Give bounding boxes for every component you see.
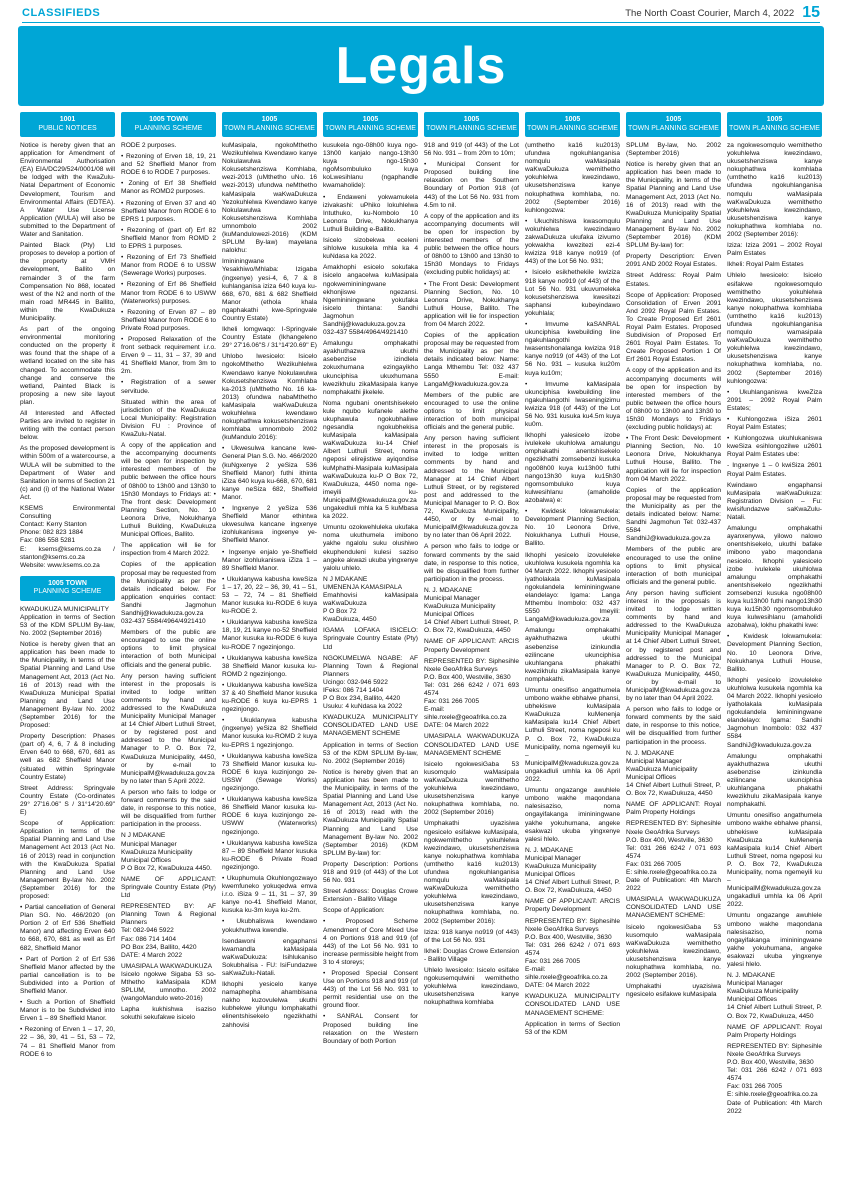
notice-paragraph: • Imvume kaMasipala ukunciphisa kwebuilding line ngakuhlangothi lwaseningizimu kwiziza 918 (of 443) of the Lot 56 No. 931 kusuka ku4.5m kuya ku0m.: [525, 380, 620, 429]
notice-paragraph: • Partial cancellation of General Plan SG. No. 466/2020 (on Portion 2 of Erf 536 Sheffield Manor) and affecting Erven 640 to 668, 670, 681 as well as Erf 682, Sheffield Manor: [20, 904, 115, 952]
notice-paragraph: • Ukuklanywa kabusha kweSiza 37 & 40 Sheffield Manor kusuka ku-RODE 6 kuya ku-EPRS 1 ngezinjongo.: [222, 681, 317, 714]
notice-paragraph: Notice is hereby given that an application has been made to the Municipality, in terms of the Spatial Planning and Land Use Management Act, 2013 (Act No. 16 of 2013) read with the KwaDukuza Municipality Spatial Planning and Land Use Management By-law No. 2002 (September 2016) (KDM SPLUM By-law) for:: [323, 768, 418, 857]
notice-paragraph: KWADUKUZA MUNICIPALITY CONSOLIDATED LAND USE MANAGEMENT SCHEME:: [525, 993, 620, 1017]
notice-column: [222, 112, 317, 1183]
notice-paragraph: kuMasipala, ngokoMthetho Wezikuhlelwa Kwendawo kanye Nokulawulwa Kokusetshenziswa Komhlaba, wezi-2013 (uMthetho uNo. 16 wezi-2013) ufundwa neMthetho kaMasipala waKwaDukuza Yezokuhlelwa Kwendawo kanye Nokulawulwa Kokusetshenziswa Komhlaba umnombolo 2002 (kuMandulowezi-2016) (KDM SPLUM By-law) mayelana nalokhu:: [222, 142, 317, 255]
notice-paragraph: • Kwidesk lokwamukela: Development Planning Section, No. 10 Leonora Drive, Nokukhanya Luthuli House, Ballito.: [525, 508, 620, 548]
notice-paragraph: UMASIPALA WAKWADUKUZA CONSOLIDATED LAND USE MANAGEMENT SCHEME: [424, 733, 519, 757]
notice-paragraph: • Zoning of Erf 38 Sheffield Manor as ROMD2 purposes.: [121, 180, 216, 196]
notice-paragraph: Isicelo sizobekwa eceleni sihlolwe kusukela mhla ka 4 kuNdasa ka 2022.: [323, 237, 418, 261]
page-number: 15: [802, 4, 820, 21]
notice-paragraph: Ikhophi yesicelo izovuleleke ukuhlolwa kusukela ngomhla ka 04 March 2022. Ikhophi yesicelo iyatholakala kuMasipala ngokulandela lemininingwane elandelayo: Igama: Sandhi Jagmohun Inombolo: 032 437 5584 SandhiJ@kwadukuza.gov.za: [727, 676, 822, 749]
notice-paragraph: IGAMA LOFAKA ISICELO: Springvale Country Estate (Pty) Ltd: [323, 627, 418, 651]
heading-subtitle: PUBLIC NOTICES: [38, 124, 97, 132]
notice-paragraph: KWADUKUZA MUNICIPALITY CONSOLIDATED LAND USE MANAGEMENT SCHEME: [323, 714, 418, 738]
notice-paragraph: Any person having sufficient interest in the proposals is invited to lodge written comments by hand and addressed to the Municipal Manager at 14 Chief Albert Luthuli Street, or by registered post and addressed to the Municipal Manager to P. O. Box 72, KwaDukuza Municipality, 4450, or by e-mail to MunicipalM@kwadukuza.gov.za by no later than 06 April 2022.: [424, 435, 519, 540]
heading-subtitle: TOWN PLANNING SCHEME: [224, 124, 315, 132]
notice-paragraph: Copies of the application proposal may be requested from the Municipality as per the details indicated below: Name: Sandhi Jagmohun Tel: 032-437 5584 SandhiJ@kwadukuza.gov.za: [626, 486, 721, 543]
notice-paragraph: • Ukwesulwa kancane kwe-General Plan S.G. No. 466/2020 (kuNgxenye 2 yeSiza 536 Sheffield Manor) futhi ithinta iZiza 640 kuya ku-668, 670, 681 kanye neSiza 682, Sheffield Manor.: [222, 445, 317, 501]
notice-paragraph: Isicelo ngokwesiGaba 53 kusomqulo waMasipala waKwaDukuza wemithetho yokuhlelwa kwezindawo, ukusetshenziswa kanye nokuphathwa komhlaba, no. 2002 (September 2016).: [626, 923, 721, 980]
notice-paragraph: • Ukuklanywa kabusha kweSiza 73 Sheffield Manor kusuka ku-RODE 6 kuya kuzinjongo ze-USSW (Sewage Works) ngezinjongo.: [222, 752, 317, 793]
page-header: [22, 4, 820, 23]
notice-paragraph: Umuntu ongazange awuhlele umbono wakhe maqondana nalesisaziso, noma ongayifakanga imininingwane yakhe yokuhumana, angeke esakwazi ukuba yingxenye yalesi hlelo.: [727, 912, 822, 968]
notice-paragraph: • Rezoning of Erven 87 – 89 Sheffield Manor from RODE 6 to Private Road purposes.: [121, 308, 216, 332]
publication-info: [625, 4, 820, 22]
notice-paragraph: • Ukuhlanganiswa kweZiza 2091 – 2092 Royal Palm Estates;: [727, 388, 822, 412]
notice-paragraph: REPRESENTED BY: Siphesihle Nxele GeoAfrika Surveys P.O. Box 400, Westville, 3630 Tel: 031 266 6242 / 071 693 4574 Fax: 031 266 7005 E: sihle.nxele@geoafrika.co.za Date of Publication: 4th March 2022: [626, 820, 721, 893]
heading-category: 1005: [564, 116, 581, 123]
notice-paragraph: Street Address: Douglas Crowe Extension - Ballito Village: [323, 888, 418, 904]
notice-paragraph: N J MDAKANE UMENENJA KAMASIPALA Emahhovisi kaMasipala waKwaDukuza P O Box 72 KwaDukuza, 4450: [323, 575, 418, 624]
notice-paragraph: • Rezoning of Erf 86 Sheffield Manor from RODE 6 to USWW (Waterworks) purposes.: [121, 281, 216, 305]
notice-paragraph: • Ukuklanywa kabusha kweSiza 18, 19, 21 kanye no-52 Sheffield Manor kusuka ku-RODE 6 kuya ku-RODE 7 ngezinjongo.: [222, 619, 317, 651]
notice-paragraph: REPRESENTED BY: Siphesihle Nxele GeoAfrika Surveys P.O. Box 400, Westville, 3630 Tel: 031 266 6242 / 071 693 4574 Fax: 031 266 7005 E-mail: sihle.nxele@geoafrika.co.za DATE: 04 March 2022: [525, 917, 620, 990]
column-heading: [525, 112, 620, 137]
notice-paragraph: All Interested and Affected Parties are invited to register in writing with the contact person below.: [20, 410, 115, 442]
notice-paragraph: A copy of the application and its accompanying documents will be open for inspection by interested members of the public between the office hours of 08h00 to 13h00 and 13h30 to 15h30 Mondays to Fridays (excluding public holidays) at:: [424, 212, 519, 277]
heading-category: 1005: [362, 116, 379, 123]
notice-paragraph: • Ukuklanywa kabusha (ingxenye) yeSiza 82 Sheffield Manor kusuka ku-ROMD 2 kuya ku-EPRS 1 ngezinjongo.: [222, 717, 317, 749]
notice-paragraph: Notice is hereby given that an application has been made to the Municipality, in terms of the Spatial Planning and Land Use Management Act, 2013 (Act No. 16 of 2013) read with the KwaDukuza Municipal Spatial Planning and Land Use Management By-law No. 2002 (September 2016) for the Proposed:: [20, 641, 115, 730]
notice-paragraph: Lapha kukhishwa isaziso sokuthi sekufakwe isicelo: [121, 1006, 216, 1022]
heading-category: 1005: [766, 116, 783, 123]
notice-paragraph: Scope of Application:: [323, 907, 385, 915]
heading-subtitle: TOWN PLANNING SCHEME: [325, 124, 416, 132]
heading-category: 1005: [463, 116, 480, 123]
notice-paragraph: • Rezoning of Erf 73 Sheffield Manor from RODE 6 to USSW (Sewerage Works) purposes.: [121, 254, 216, 278]
notice-paragraph: The application will lie for inspection from 4 March 2022.: [121, 542, 216, 558]
notice-paragraph: Uhlelo lwesicelo: Isicelo esifakwe ngokwesomqulo wemithetho yokuhlelwa kwezindawo, ukusetshenziswa kanye nokuphathwa komhlaba (umthetho ka16 ku2013) ufundwa ngokuhlanganisa nomqulo wamasipala waKwaDukuza wemithetho yokuhlelwa kwezindawo, ukusetshenziswa kanye nokuphathwa komhlaba, no. 2002 (September 2016) kuhlongozwa:: [727, 272, 822, 385]
column-heading: [121, 112, 216, 137]
notice-paragraph: Isendawoni engaphansi kwamandla kaMasipala waKwaDukuza: Isihlukaniso Sokubhalisa - FU: IsiFundazwe saKwaZulu-Natali.: [222, 937, 317, 977]
notice-paragraph: As the proposed development is within 500m of a watercourse, a WULA will be submitted to the Department of Water and Sanitation in terms of Section 21 (c) and (i) of the National Water Act.: [20, 445, 115, 501]
notice-paragraph: • Kuhlongozwa iSiza 2601 Royal Palm Estates;: [727, 416, 822, 432]
notice-paragraph: • Rezoning of Erven 18, 19, 21 and 52 Sheffield Manor from RODE 6 to RODE 7 purposes.: [121, 153, 216, 177]
notice-paragraph: N. J. MDAKANE Municipal Manager KwaDukuza Municipality Municipal Offices 14 Chief Albert Luthuli Street, P. O. Box 72, KwaDukuza, 4450: [424, 586, 519, 635]
notice-paragraph: Street Address: Royal Palm Estates.: [626, 272, 721, 288]
notice-paragraph: Iziza: Iziza 2091 – 2002 Royal Palm Estates: [727, 242, 822, 258]
notice-paragraph: UMASIPALA WAKWADUKUZA CONSOLIDATED LAND USE MANAGEMENT SCHEME:: [626, 896, 721, 920]
notice-paragraph: Any person having sufficient interest in the proposals is invited to lodge written comments by hand and addressed to the KwaDukuza Municipality Municipal Manager at 14 Chief Albert Luthuli Street, or by registered post and addressed to the Municipal Manager to P. O. Box 72, KwaDukuza Municipality, 4450, or by e-mail to MunicipalM@kwadukuza.gov.za by no later than 5 April 2022.: [121, 672, 216, 785]
heading-category: 1005 TOWN: [149, 116, 188, 123]
notice-paragraph: Members of the public are encouraged to use the online options to limit physical interaction of both Municipal officials and the general public.: [121, 629, 216, 669]
notice-paragraph: Ikheli lomgwaqo: I-Springvale Country Estate (Ikhangeleno 29° 27'16.06"S / 31°14'20.69" E): [222, 326, 317, 350]
notice-paragraph: Amakhophi esicelo sokufaka isicelo angacelwa kuMasipala ngokwemininingwane ekhonjiswe ngezansi. Ngemininingwane yokufaka isicelo thintana: Sandhi Jagmohun Sandhij@kwadukuza.gov.za 032-437 5584/4964/4921410: [323, 264, 418, 337]
notice-paragraph: N. J. MDAKANE Municipal Manager KwaDukuza Municipality Municipal Offices 14 Chief Albert Luthuli Street, P. O. Box 72, KwaDukuza, 4450: [727, 972, 822, 1020]
notice-paragraph: N. J. MDAKANE Municipal Manager KwaDukuza Municipality Municipal Offices 14 Chief Albert Luthuli Street, P. O. Box 72, KwaDukuza, 4450: [525, 846, 620, 895]
heading-subtitle: TOWN PLANNING SCHEME: [729, 124, 820, 132]
notice-paragraph: Street Address: Springvale Country Estate (Co-ordinates 29° 27'16.06" S / 31°14'20.69" E): [20, 784, 115, 817]
column-heading: [323, 112, 418, 137]
notice-paragraph: Application in terms of Section 53 of the KDM: [525, 1020, 620, 1036]
notice-paragraph: • Rezoning of Erven 37 and 40 Sheffield Manor from RODE 6 to EPRS 1 purposes.: [121, 199, 216, 223]
heading-subtitle: PLANNING SCHEME: [134, 124, 203, 132]
notice-paragraph: Property Description: Erven 2091 AND 2002 Royal Estates.: [626, 253, 721, 269]
notice-paragraph: • Municipal Consent for Proposed building line relaxation on the Southern Boundary of Portion 918 (of 443) of the Lot 56 No. 931 from 4.5m to nil.: [424, 161, 519, 209]
notice-paragraph: Situated within the area of jurisdiction of the KwaDukuza Local Municipality: Registration Division FU : Province of KwaZulu-Natal.: [121, 398, 216, 438]
column-heading: [727, 112, 822, 137]
notice-paragraph: • Ukuklanywa kabusha kweSiza 86 Sheffield Manor kusuka ku-RODE 6 kuya kuzinjongo ze-USWW (Waterworks) ngezinjongo.: [222, 796, 317, 836]
notice-paragraph: Ikhophi yesicelo kanye namaphepha ahambisana nakho kuzovulelwa ukuthi kubhekwe yilungu lomphakathi elinentshisekelo ngezikhathi zahhovisi: [222, 981, 317, 1029]
notice-paragraph: Umuntu onesifiso angathumela umbono wakhe ebhalwe phansi, ubhekiswe kuMasipala KwaDukuza kuMenenja kaMasipala ku14 Chief Albert Luthuli Street, noma ngeposi ku P. O. Box 72, KwaDukuza Municipality, noma ngemeyili ku – MunicipalM@kwadukuza.gov.za ungakadluli umhla ka 06 April 2022.: [525, 687, 620, 784]
notice-paragraph: • Kuhlongozwa ukuhlukaniswa kweSiza esihlongozilwe u2601 Royal Palm Estates ube:: [727, 435, 822, 459]
notice-paragraph: A person who fails to lodge or forward comments by the said date, in response to this notice, will be disqualified from further participation in the process.: [626, 706, 721, 746]
notice-paragraph: N J MDAKANE Municipal Manager KwaDukuza Municipality Municipal Offices P O Box 72, KwaDukuza 4450.: [121, 832, 212, 872]
notice-paragraph: • Ukuklanywa kabusha kweSiza 1 – 17, 20, 22 – 36, 39, 41 – 51, 53 – 72, 74 – 81 Sheffield Manor kusuka ku-RODE 6 kuya ku-RODE 2.: [222, 575, 317, 616]
notice-column: [424, 112, 519, 1183]
notice-paragraph: Property Description: Phases (part of) 4, 6, 7 & 8 including Erven 640 to 668, 670, 681 as well as 682 Sheffield Manor (situated within Springvale Country Estate): [20, 733, 115, 781]
notice-column: [525, 112, 620, 1183]
notice-paragraph: • Ukuklanywa kabusha kweSiza 38 Sheffield Manor kusuka ku-ROMD 2 ngezinjongo.: [222, 654, 317, 678]
notice-paragraph: Amalungu omphakathi ayakhuthazwa ukuthi asebenzise izinkundla ezilincane ukunciphisa ukuhlangana phakathi kwezikhulu zikaMasipala kanye nomphakathi.: [727, 752, 822, 809]
notice-paragraph: • Ukuphumula Okuhlongozwayo kwemfuneko yokuqedwa emva i.r.o. iSiza 9 – 11, 31 – 37, 39 kanye no-41 Sheffield Manor, kusuka ku-3m kuya ku-2m.: [222, 874, 317, 915]
heading-subtitle: TOWN PLANNING SCHEME: [426, 124, 517, 132]
notice-paragraph: - Ingxenye 1 – 0 kwiSiza 2601 Royal Palm Estates.: [727, 462, 822, 478]
notice-paragraph: • Proposed Scheme Amendment of Core Mixed Use 4 on Portions 918 and 919 (of 443) of the Lot 56 No. 931 to increase permissible height from 3 to 4 storeys;: [323, 918, 418, 966]
notice-paragraph: • Registration of a sewer servitude.: [121, 379, 216, 395]
notice-paragraph: As part of the ongoing environmental monitoring conducted on the property it was found that the shape of a wetland located on the site has changed. To accommodate this change and conserve the wetland, Painted Black is proposing a new site layout plan.: [20, 326, 115, 406]
notice-paragraph: za ngokwesomqulo wemithetho yokuhlelwa kwezindawo, ukusetshenziswa kanye nokuphathwa komhlaba (umthetho ka16 ku2013) ufundwa ngokuhlanganisa nomqulu waMasipala waKwaDukuza wemithetho yokuhlelwa kwezindawo, ukusetshenziswa kanye nokuphathwa komhlaba no. 2002 (September 2016):: [727, 142, 822, 239]
heading-subtitle: TOWN PLANNING SCHEME: [527, 124, 618, 132]
column-heading: [20, 112, 115, 137]
notice-paragraph: Painted Black (Pty) Ltd proposes to develop a portion of the property at VMH development, Ballito on remainder 3 of the farm Compensation No 868, located west of the N2 and north of the main road MR445 in Ballito, within the KwaDukuza Municipality.: [20, 242, 115, 322]
notice-paragraph: Uhlobo lwesicelo: Isicelo ngokoMthetho Wezikuhlelwa Kwendawo kanye Nokulawulwa Kokusetshenziswa Komhlaba ka-2013 (uMthetho No. 16 ka-2013) ofundwa nabaMthetho kaMasipala waKwaDukuza wokuhlelwa kwendawo nokuphathwa kokusetshenziswa komhlaba umnombolo 2002 (kuMandulo 2016):: [222, 353, 317, 442]
notice-paragraph: • Proposed Relaxation of the front setback requirement i.r.o. Erven 9 – 11, 31 – 37, 39 and 41 Sheffield Manor, from 3m to 2m.: [121, 335, 216, 376]
notice-paragraph: Scope of Application: Application in terms of the Spatial Planning and Land Use Management Act 2013 (Act No. 16 of 2013) read in conjunction with the KwaDukuza Spatial Planning and Land Use Management By-law No. 2002 (September 2016) for the proposed:: [20, 820, 115, 900]
heading-category: 1001: [59, 116, 76, 123]
notice-paragraph: Ikhophi yalesicelo izobe ivulekele ukuhlolwa amalungu omphakathi anentshisekelo ngezikhathi zomsebenzi kusuka ngo08h00 kuya ku13h00 futhi nango13h30 kuya ku15h30 ngomsombuluko kuya kulwesihlanu (amaholide azobalwa) e:: [525, 432, 620, 504]
notice-paragraph: Any person having sufficient interest in the proposals is invited to lodge written comments by hand and addressed to the KwaDukuza Municipality Municipal Manager at 14 Chief Albert Luthuli Street, or by registered post and addressed to the Municipal Manager to P. O. Box 72, KwaDukuza Municipality, 4450, or by e-mail to MunicipalM@kwadukuza.gov.za by no later than 04 April 2022.: [626, 589, 721, 703]
notice-paragraph: NAME OF APPLICANT: ARCIS Property Development: [525, 898, 620, 914]
notice-paragraph: Umphakathi uyazisiwa ngesicelo esifakwe kuMasipala, ngokwemithetho yokuhlelwa kwezindawo, ukusetshenziswa kanye nokuphathwa komhlaba (umthetho ka16 ku2013) ufundwa ngokuhlanganisa nomqulu waMasipala waKwaDukuza wemithetho yokuhlelwa kwezindawo, ukusetshenziswa kanye nokuphathwa komhlaba, no. 2002 (September 2016):: [424, 820, 519, 925]
heading-category: 1005: [261, 116, 278, 123]
notice-paragraph: Noma ngubani onentshisekelo kule nqubo kufanele alethe ukuphawula ngokubhaliwe ngesandla ngokubhekisa kuMasipala kaMasipala waKwaDukuza ku-14 Chief Albert Luthuli Street, noma ngeposi elirejistiwe ayiqondise kuMphathi-Masipala kuMasipala waKwaDukuza ku-P O Box 72, KwaDukuza, 4450 noma nge-imeyili ku-MunicipalM@kwadukuza.gov.za ungakedluli mhla ka 5 kuMbasa ka 2022.: [323, 399, 418, 521]
notice-paragraph: A copy of the application and the accompanying documents will be open for inspection by interested members of the public between the office hours of 08h00 to 13h00 and 13h30 to 15h30 Mondays to Fridays at: • The front desk: Development Planning Section, No. 10 Leonora Drive, Nokukhanya Luthuli Building, KwaDukuza Municipal Offices, Ballito.: [121, 442, 216, 539]
notice-paragraph: Umphakathi uyazisiwa ngesicelo esifakwe kuMasipala: [626, 983, 721, 999]
heading-category: 1005 TOWN: [48, 579, 87, 587]
notice-paragraph: KSEMS Environmental Consulting Contact: Kerry Stanton Phone: 082 823 1884 Fax: 086 558 5281 E: ksems@ksems.co.za / stanton@ksems.co.za Website: www.ksems.co.za: [20, 505, 115, 569]
notice-paragraph: REPRESENTED BY: Siphesihle Nxele GeoAfrika Surveys P.O. Box 400, Westville, 3630 Tel: 031 266 6242 / 071 693 4574 Fax: 031 266 7005 E: sihle.nxele@geoafrika.co.za Date of Publication: 4th March 2022: [727, 1042, 822, 1115]
notice-paragraph: • Imvume kaSANRAL ukunciphisa kwebuilding line ngakuhlangothi lwasentshonalanga kwiziza 918 kanye no919 (of 443) of the Lot 56 No. 931 – kusuka ku20m kuya ku10m;: [525, 320, 620, 377]
notice-paragraph: Umuntu onesifiso angathumela umbono wakhe ebhalwe phansi, ubhekiswe kuMasipala KwaDukuza kuMenenja kaMasipala ku14 Chief Albert Luthuli Street, noma ngeposi ku P. O. Box 72, KwaDukuza Municipality, noma ngemeyili ku – MunicipalM@kwadukuza.gov.za ungakadluli umhla ka 06 April 2022.: [727, 812, 822, 909]
notice-paragraph: Amalungu omphakathi ayakhuthazwa ukuthi asebenzise izindlela zokuxhumana ezingayikho ukunciphisa ukuxhumana kwezikhulu zikaMasipala kanye nomphakathi jikelele.: [323, 340, 418, 396]
notice-column: [626, 112, 721, 1183]
notice-paragraph: • Proposed Special Consent Use on Portions 918 and 919 (of 443) of the Lot 56 No. 931 to permit residential use on the ground floor.: [323, 970, 418, 1010]
notice-paragraph: Copies of the application proposal may be requested from the Municipality as per the details indicated below. For application enquiries contact: Sandhi Jagmohun Sandhij@kwadukuza.gov.za 032-437 5584/4964/4921410: [121, 561, 216, 626]
notice-paragraph: A copy of the application and its accompanying documents will be open for inspection by interested members of the public between the office hours of 08h00 to 13h00 and 13h30 to 15h30 Mondays to Fridays (excluding public holidays) at:: [626, 367, 721, 432]
notice-paragraph: UMASIPALA WAKWADUKUZA Isicelo ngokwe Sigaba 53 so-Mthetho kaMasipala KDM SPLUM, umnotho. 2002 (wangoMandulo weto-2016): [121, 962, 216, 1003]
notice-paragraph: • Kwidesk lokwamukela: Development Planning Section, No. 10 Leonora Drive, Nokukhanya Luthuli House, Ballito.: [727, 633, 822, 673]
notice-paragraph: • Ingxenye enjalo ye-Sheffield Manor izohlukaniswa iZiza 1 – 89 Sheffield Manor.: [222, 548, 317, 572]
notice-paragraph: Copies of the application proposal may be requested from the Municipality as per the details indicated below: Name: Langa Mthembu Tel: 032 437 5550 E-mail: LangaM@kwadukuza.gov.za: [424, 332, 519, 388]
notice-paragraph: NAME OF APPLICANT: ARCIS Property Development: [424, 638, 519, 654]
notice-column: [121, 112, 216, 1183]
notice-paragraph: NAME OF APPLICANT: Royal Palm Property Holdings: [727, 1023, 822, 1039]
notice-paragraph: • Rezoning of Erven 1 – 17, 20, 22 – 36, 39, 41 – 51, 53 – 72, 74 – 81 Sheffield Manor from RODE 6 to: [20, 1026, 115, 1058]
notice-paragraph: Kwindawo engaphansi kuMasipala waKwaDukuza: Registration Division – Fu: kwisifundazwe saKwaZulu-Natali.: [727, 481, 822, 522]
notice-paragraph: NGOKUMELWA NGABE: AF Planning Town & Regional Planners Ucingo: 032-946 5922 IFeks: 086 714 1404 P O Box 234, Ballito, 4420 Usuku: 4 kuNdasa ka 2022: [323, 654, 418, 711]
notice-paragraph: • Rezoning of (part of) Erf 82 Sheffield Manor from ROMD 2 to EPRS 1 purposes.: [121, 226, 216, 251]
notice-paragraph: • The Front Desk: Development Planning Section, No. 10 Leonora Drive, Nokukhanya Luthuli House, Ballito. The application will lie for inspection from 04 March 2022.: [626, 435, 721, 483]
notice-paragraph: KWADUKUZA MUNICIPALITY Application in terms of Section 53 of the KDM SPLUM By-law, No. 2002 (September 2016): [20, 605, 115, 638]
notice-paragraph: Members of the public are encouraged to use the online options to limit physical interaction of both municipal officials and the general public.: [626, 546, 721, 586]
column-heading: [20, 576, 115, 601]
notice-paragraph: Isicelo ngokwesiGaba 53 kusomqulo waMasipala waKwaDukuza wemithetho yokuhlelwa kwezindawo, ukusetshenziswa kanye nokuphathwa komhlaba, no. 2002 (September 2016): [424, 760, 519, 817]
heading-category: 1005: [665, 116, 682, 123]
heading-subtitle: TOWN PLANNING SCHEME: [628, 124, 719, 132]
notice-paragraph: A person who fails to lodge or forward comments by the said date, in response to this notice, will be disqualified from further participation in the process.: [121, 788, 216, 829]
notice-paragraph: Ikheli: Douglas Crowe Extension - Ballito Village: [424, 947, 519, 963]
section-label: CLASSIFIEDS: [22, 7, 101, 19]
notice-paragraph: • Part of Portion 2 of Erf 536 Sheffield Manor affected by the partial cancellation is to be Subdivided into a Portion of Sheffield Manor.: [20, 955, 115, 995]
notice-paragraph: Ikhophi yesicelo izovuleleke ukuhlolwa kusukela ngomhla ka 04 March 2022. Ikhophi yesicelo iyatholakala kuMasipala ngokulandela lemininingwane elandelayo: Igama: Langa Mthembu Inombolo: 032 437 5550 Imeyili: LangaM@kwadukuza.gov.za: [525, 551, 620, 624]
notice-paragraph: Members of the public are encouraged to use the online options to limit physical interaction of both municipal officials and the general public.: [424, 391, 519, 432]
heading-subtitle: PLANNING SCHEME: [33, 588, 102, 596]
notice-paragraph: • Such a Portion of Sheffield Manor is to be Subdivided into Erven 1 – 89 Sheffield Manor.: [20, 999, 115, 1023]
notice-paragraph: A person who fails to lodge or forward comments by the said date, in response to this notice, will be disqualified from further participation in the process.: [424, 543, 519, 583]
notice-paragraph: • Ingxenye 2 yeSiza 536 Sheffield Manor ethintwa ukwesulwa kancane ingxenye izohlukaniswa ingxenye ye-Sheffield Manor.: [222, 505, 317, 545]
notice-paragraph: Umuntu ozokwehluleka ukufaka noma ukuthumela imibono yakhe ngalolu suku olushiwo ekuphenduleni kulesi saziso angeke akwazi ukuba yingxenye yalolu uhlelo.: [323, 524, 418, 572]
legals-banner: [18, 26, 824, 106]
notice-paragraph: REPRESENTED BY: Siphesihle Nxele GeoAfrika Surveys P.O. Box 400, Westville, 3630 Tel: 031 266 6242 / 071 693 4574 Fax: 031 266 7005 E-mail: sihle.nxele@geoafrika.co.za DATE: 04 March 2022: [424, 657, 519, 730]
notice-paragraph: • SANRAL Consent for Proposed building line relaxation on the Western Boundary of both Portion: [323, 1013, 418, 1045]
notice-column: [323, 112, 418, 1183]
column-heading: [626, 112, 721, 137]
notice-paragraph: Uhlelo lwesicelo: Isicelo esifake ngokusemqulwini wemithetho yokuhlelwa kwezindawo, ukusetshenziswa kanye nokuphathwa komhlaba: [424, 967, 519, 1007]
notice-paragraph: • Endaweni yokwamukela izivakashi: uPhiko lokuhlelwa Intuthuko, ku-Nombolo 10 Leonora Drive, Nokukhanya Luthuli Building e-Ballito.: [323, 193, 418, 233]
column-heading: [424, 112, 519, 137]
notice-paragraph: kusukela ngo-08h00 kuya ngo-13h00 kanjalo nango-13h30 kuya ngo-15h30 ngoMsombuluko kuya koLwesihlanu (ngaphandle kwamaholide):: [323, 142, 418, 190]
notice-paragraph: (umthetho ka16 ku2013) ufundwa ngokuhlanganisa nomqulu waMasipala waKwaDukuza wemithetho yokuhlelwa kwezindawo, ukusetshenziswa kanye nokuphathwa komhlaba, no. 2002 (September 2016) kuhlongozwa:: [525, 142, 620, 214]
notice-paragraph: • Ukubhaliswa kwendawo yokukhuthwa kwendle.: [222, 918, 317, 934]
notice-paragraph: Notice is hereby given that an application for Amendment of Environmental Authorisation (EA) EIA/DC29/524/0001/08 will be lodged with the KwaZulu-Natal Department of Economic Development, Tourism and Environmental Affairs (EDTEA). A Water Use License Application (WULA) will also be submitted to the Department of Water and Sanitation.: [20, 142, 115, 239]
notice-paragraph: Notice is hereby given that an application has been made to the Municipality, in terms of the Spatial Planning and Land Use Management Act, 2013 (Act No. 16 of 2013) read with the KwaDukuza Municipality Spatial Planning and Land Use Management By-law No. 2002 (September 2016) (KDM SPLUM By-law) for:: [626, 161, 721, 250]
notice-paragraph: • Ukuklanywa kabusha kweSiza 87 – 89 Sheffield Manor kusuka ku-RODE 6 Private Road ngezinjongo.: [222, 839, 317, 871]
notice-paragraph: SPLUM By-law, No. 2002 (September 2016): [626, 142, 721, 158]
notice-paragraph: Ikheli: Royal Palm Estates: [727, 261, 804, 269]
notice-paragraph: N. J. MDAKANE Municipal Manager KwaDukuza Municipality Municipal Offices 14 Chief Albert Luthuli Street, P. O. Box 72, KwaDukuza, 4450: [626, 749, 721, 798]
notice-column: [20, 112, 115, 1183]
notice-paragraph: Scope of Application: Proposed Consolidation of Erven 2091 And 2092 Royal Palm Estates. To Create Proposed Erf 2601 Royal Palm Estates. Proposed Subdivision of Proposed Erf 2601 Royal Palm Estates. To Create Proposed Portion 1 Of Erf 2601 Royal Estates.: [626, 291, 721, 364]
notice-column: [727, 112, 822, 1183]
notice-paragraph: REPRESENTED BY: AF Planning Town & Regional Planners Tel: 082-946 5922 Fax: 086 714 1404 PO Box 234, Ballito, 4420 DATE: 4 March 2022: [121, 903, 216, 959]
notice-paragraph: Property Description: Portions 918 and 919 (of 443) of the Lot 56 No. 931: [323, 860, 418, 885]
notice-paragraph: Imininingwane Yesakhiwo/Mhlaba: Izigaba (ingxenye) yesi-4, 6, 7 & 8 kuhlanganisa iziza 640 kuya ku-668, 670, 681 & 682 Sheffield Manor (ethola khala ngaphakathi kwe-Springvale Country Estate): [222, 258, 317, 322]
notice-paragraph: Amalungu omphakathi ayakhuthazwa ukuthi asebenzise izinkundla ezilincane ukunciphisa ukuhlangana phakathi kwezikhulu zikaMasipala kanye nomphakathi.: [525, 627, 620, 683]
notice-paragraph: 918 and 919 (of 443) of the Lot 56 No. 931 – from 20m to 10m;: [424, 142, 519, 158]
notice-paragraph: Amalungu omphakathi ayanxenywa, yilowo nalowo onentshisekelo, ukuthi bafake imibono yabo maqondana nesicelo. Ikhophi yalesicelo izobe ivulekele ukuhlolwa amalungu omphakathi anentshisekelo ngezikhathi zomsebenzi kusuka ngo08h00 kuya ku13h00 futhi nango13h30 kuya ku15h30 ngomsombuluko kuya kulwesihlanu (amaholidi azobalwa), lokhu phakathi kwe:: [727, 525, 822, 630]
notice-columns: [20, 112, 822, 1183]
notice-paragraph: RODE 2 purposes.: [121, 142, 177, 149]
notice-paragraph: • The Front Desk: Development Planning Section, No. 10 Leonora Drive, Nokukhanya Luthuli House, Ballito. The application will lie for inspection from 04 March 2022.: [424, 280, 519, 328]
notice-paragraph: • Isicelo esikhethekile kwiziza 918 kanye no919 (of 443) of the Lot 56 No. 931 ukuvumeleka kokusetshenziswa kwesitezi saphansi kubeyindawo yokuhlala;: [525, 269, 620, 317]
notice-paragraph: Application in terms of Section 53 of the KDM SPLUM By-law, No. 2002 (September 2016): [323, 741, 418, 765]
notice-paragraph: NAME OF APPLICANT: Springvale Country Estate (Pty) Ltd: [121, 875, 216, 900]
publication-name: The North Coast Courier, March 4, 2022: [625, 7, 795, 19]
banner-title: Legals: [335, 37, 507, 95]
column-heading: [222, 112, 317, 137]
notice-paragraph: Iziza: 918 kanye no919 (of 443) of the Lot 56 No. 931: [424, 928, 519, 944]
notice-paragraph: NAME OF APPLICANT: Royal Palm Property Holdings: [626, 801, 721, 817]
notice-paragraph: • Ukuchitshiswa kwasomqulu wokuhlelwa kwezindawo zakwaDukuza ukufaka izivumo yokwakha kwezitezi ezi-4 kwiziza 918 kanye no919 (of 443) of the Lot 56 No. 931;: [525, 217, 620, 266]
notice-paragraph: Umuntu ongazange awuhlele umbono wakhe maqondana nalesisaziso, noma ongayifakanga imininingwane yakhe yokuhumana, angeke esakwazi ukuba yingxenye yalesi hlelo.: [525, 787, 620, 843]
